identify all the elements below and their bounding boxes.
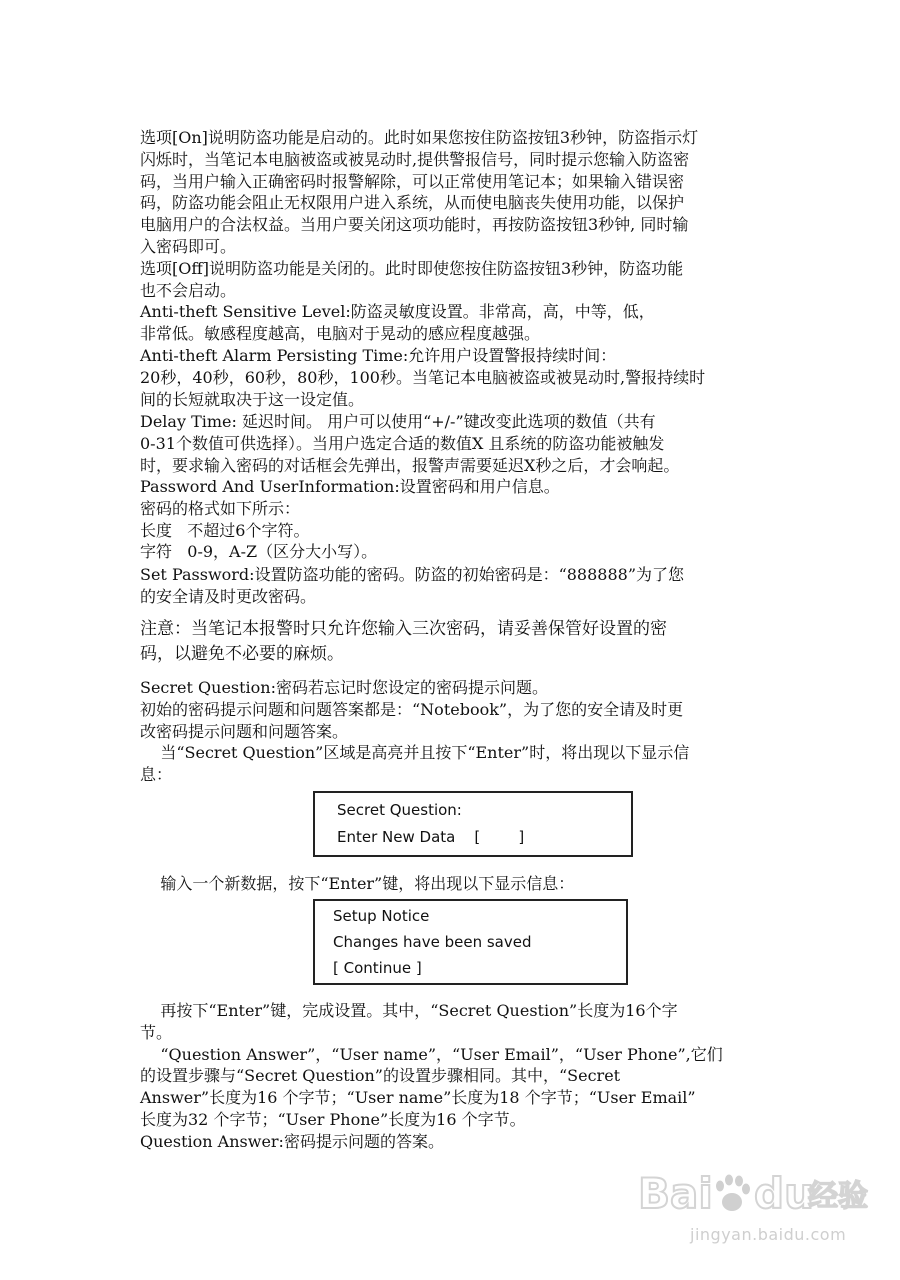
baidu-watermark: [612, 1162, 882, 1262]
paragraph-alarm-time: Anti-theft Alarm Persisting Time:允许用户设置警报持续时间： 20秒，40秒，60秒，80秒，100秒。当笔记本电脑被盗或被晃动时,警报持续时 间的长短就取决于这一设定值。: [140, 346, 706, 409]
paragraph-enter-new-data: 输入一个新数据，按下“Enter”键，将出现以下显示信息：: [140, 874, 575, 893]
paragraph-secret-question: Secret Question:密码若忘记时您设定的密码提示问题。 初始的密码提示问题和问题答案都是：“Notebook”，为了您的安全请及时更 改密码提示问题和问题答案。 当“Secret Question”区域是高亮并且按下“Enter”时，将出现以下显示信 息：: [140, 678, 690, 785]
paragraph-option-on: 选项[On]说明防盗功能是启动的。此时如果您按住防盗按钮3秒钟，防盗指示灯 闪烁时，当笔记本电脑被盗或被晃动时,提供警报信号，同时提示您输入防盗密 码，当用户输入正确密码时报警解除，可以正常使用笔记本；如果输入错误密 码，防盗功能会阻止无权限用户进入系统，从而使电脑丧失使用功能，以保护 电脑用户的合法权益。当用户要关闭这项功能时，再按防盗按钮3秒钟, 同时输 入密码即可。: [140, 128, 699, 256]
note-warning: 注意：当笔记本报警时只允许您输入三次密码，请妥善保管好设置的密 码，以避免不必要的麻烦。: [140, 619, 667, 664]
paragraph-delay-time: Delay Time: 延迟时间。 用户可以使用“+/-”键改变此选项的数值（共有 0-31个数值可供选择）。当用户选定合适的数值X 且系统的防盗功能被触发 时，要求输入密码的对话框会先弹出，报警声需要延迟X秒之后，才会响起。: [140, 412, 680, 475]
paragraph-set-password: Set Password:设置防盗功能的密码。防盗的初始密码是：“888888”为了您 的安全请及时更改密码。: [140, 565, 685, 606]
dialog-changes-saved: Changes have been saved: [333, 933, 532, 951]
dialog-continue-option: [ Continue ]: [333, 959, 422, 977]
svg-text:Bai: Bai: [638, 1169, 713, 1218]
dialog-title: Secret Question:: [337, 801, 462, 819]
baidu-logo-icon: [612, 1162, 882, 1224]
watermark-url: jingyan.baidu.com: [690, 1225, 847, 1244]
dialog-secret-question: [313, 791, 633, 857]
paragraph-password-format: Password And UserInformation:设置密码和用户信息。 密码的格式如下所示： 长度 不超过6个字符。 字符 0-9，A-Z（区分大小写）。: [140, 477, 560, 562]
dialog-enter-new-data: Enter New Data [ ]: [337, 828, 525, 846]
svg-text:经验: 经验: [808, 1179, 868, 1214]
paragraph-option-off: 选项[Off]说明防盗功能是关闭的。此时即使您按住防盗按钮3秒钟，防盗功能 也不会启动。: [140, 259, 684, 300]
paragraph-sensitive-level: Anti-theft Sensitive Level:防盗灵敏度设置。非常高，高，中等，低， 非常低。敏感程度越高，电脑对于晃动的感应程度越强。: [140, 302, 655, 343]
svg-text:du: du: [754, 1169, 814, 1218]
paragraph-field-lengths: 再按下“Enter”键，完成设置。其中，“Secret Question”长度为16个字 节。 “Question Answer”，“User name”，“User Email”，“User Phone”,它们 的设置步骤与“Secret Question”的设置步骤相同。其中，“Secret Answer”长度为16 个字节；“User name”长度为18 个字节；“User Email” 长度为32 个字节；“User Phone”长度为16 个字节。 Question Answer:密码提示问题的答案。: [140, 1001, 723, 1151]
dialog-setup-title: Setup Notice: [333, 907, 430, 925]
dialog-setup-notice: [313, 899, 628, 985]
